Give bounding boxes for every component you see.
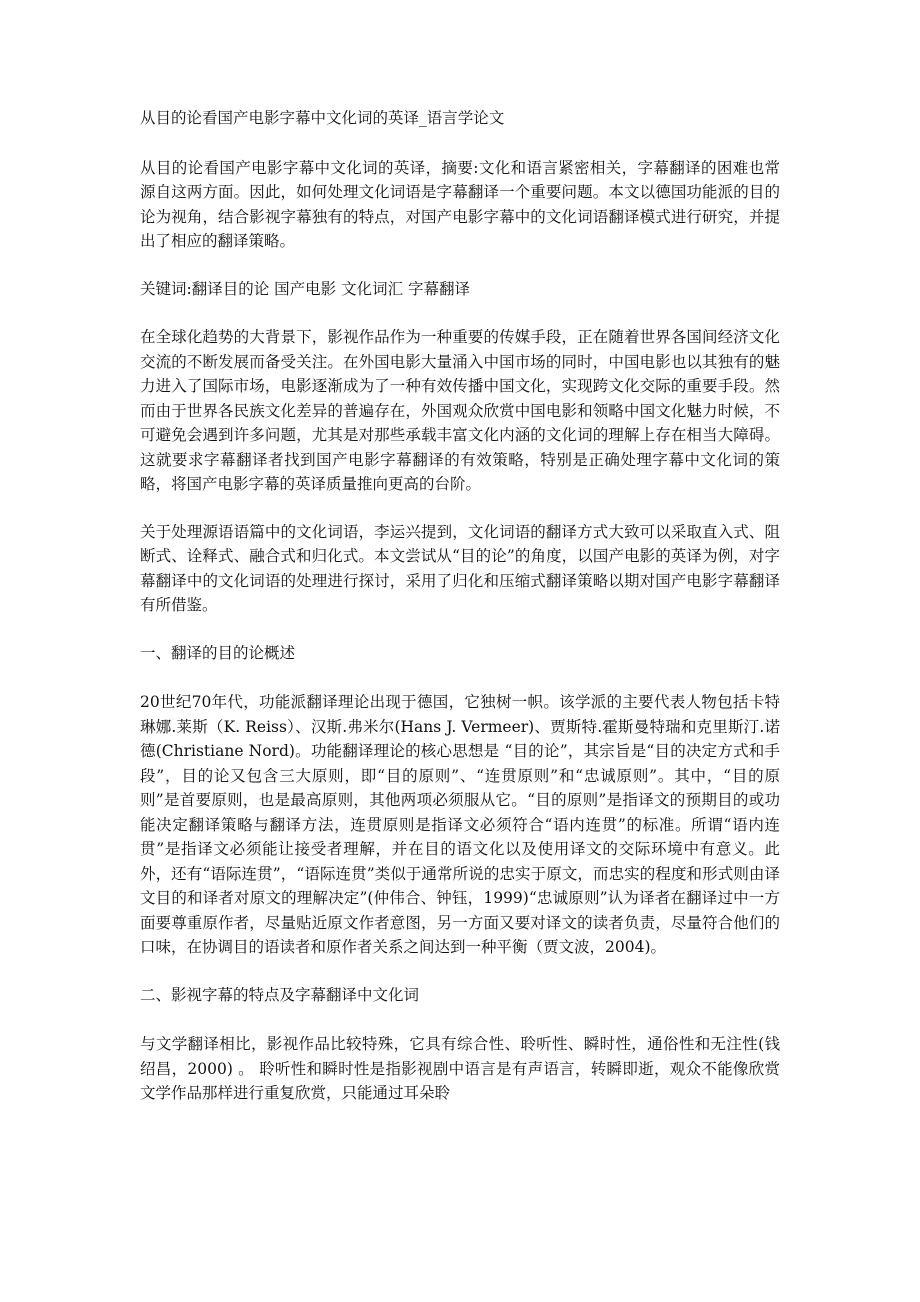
intro-paragraph-1: 在全球化趋势的大背景下，影视作品作为一种重要的传媒手段，正在随着世界各国间经济文化交流的不断发展而备受关注。在外国电影大量涌入中国市场的同时，中国电影也以其独有的魅力进入了国际市场，电影逐渐成为了一种有效传播中国文化，实现跨文化交际的重要手段。然而由于世界各民族文化差异的普遍存在，外国观众欣赏中国电影和领略中国文化魅力时候，不可避免会遇到许多问题，尤其是对那些承载丰富文化内涵的文化词的理解上存在相当大障碍。这就要求字幕翻译者找到国产电影字幕翻译的有效策略，特别是正确处理字幕中文化词的策略，将国产电影字幕的英译质量推向更高的台阶。 xyxy=(140,328,780,493)
article-body xyxy=(140,106,780,1129)
section-2-paragraph: 与文学翻译相比，影视作品比较特殊，它具有综合性、聆听性、瞬时性，通俗性和无注性(钱绍昌，2000) 。 聆听性和瞬时性是指影视剧中语言是有声语言，转瞬即逝，观众不能像欣赏文学作品那样进行重复欣赏，只能通过耳朵聆 xyxy=(140,1035,780,1102)
section-1-heading: 一、翻译的目的论概述 xyxy=(140,643,296,662)
abstract-paragraph: 从目的论看国产电影字幕中文化词的英译，摘要:文化和语言紧密相关，字幕翻译的困难也常源自这两方面。因此，如何处理文化词语是字幕翻译一个重要问题。本文以德国功能派的目的论为视角，结合影视字幕独有的特点，对国产电影字幕中的文化词语翻译模式进行研究，并提出了相应的翻译策略。 xyxy=(140,158,780,250)
section-2-heading: 二、影视字幕的特点及字幕翻译中文化词 xyxy=(140,985,420,1004)
keywords-line: 关键词:翻译目的论 国产电影 文化词汇 字幕翻译 xyxy=(140,279,471,298)
document-title: 从目的论看国产电影字幕中文化词的英译_语言学论文 xyxy=(140,109,505,127)
section-1-paragraph: 20世纪70年代，功能派翻译理论出现于德国，它独树一帜。该学派的主要代表人物包括卡特琳娜.莱斯（K. Reiss）、汉斯.弗米尔(Hans J. Vermeer)、贾斯特.霍斯曼特瑞和克里斯汀.诺德(Christiane Nord)。功能翻译理论的核心思想是 “目的论”，其宗旨是“目的决定方式和手段”，目的论又包含三大原则，即“目的原则”、“连贯原则”和“忠诚原则”。其中，“目的原则”是首要原则，也是最高原则，其他两项必须服从它。“目的原则”是指译文的预期目的或功能决定翻译策略与翻译方法，连贯原则是指译文必须符合“语内连贯”的标准。所谓“语内连贯”是指译文必须能让接受者理解，并在目的语文化以及使用译文的交际环境中有意义。此外，还有“语际连贯”，“语际连贯”类似于通常所说的忠实于原文，而忠实的程度和形式则由译文目的和译者对原文的理解决定”(仲伟合、钟钰，1999)“忠诚原则”认为译者在翻译过中一方面要尊重原作者，尽量贴近原文作者意图，另一方面又要对译文的读者负责，尽量符合他们的口味，在协调目的语读者和原作者关系之间达到一种平衡（贾文波，2004)。 xyxy=(140,693,780,956)
intro-paragraph-2: 关于处理源语语篇中的文化词语，李运兴提到，文化词语的翻译方式大致可以采取直入式、阻断式、诠释式、融合式和归化式。本文尝试从“目的论”的角度，以国产电影的英译为例，对字幕翻译中的文化词语的处理进行探讨，采用了归化和压缩式翻译策略以期对国产电影字幕翻译有所借鉴。 xyxy=(140,522,780,614)
